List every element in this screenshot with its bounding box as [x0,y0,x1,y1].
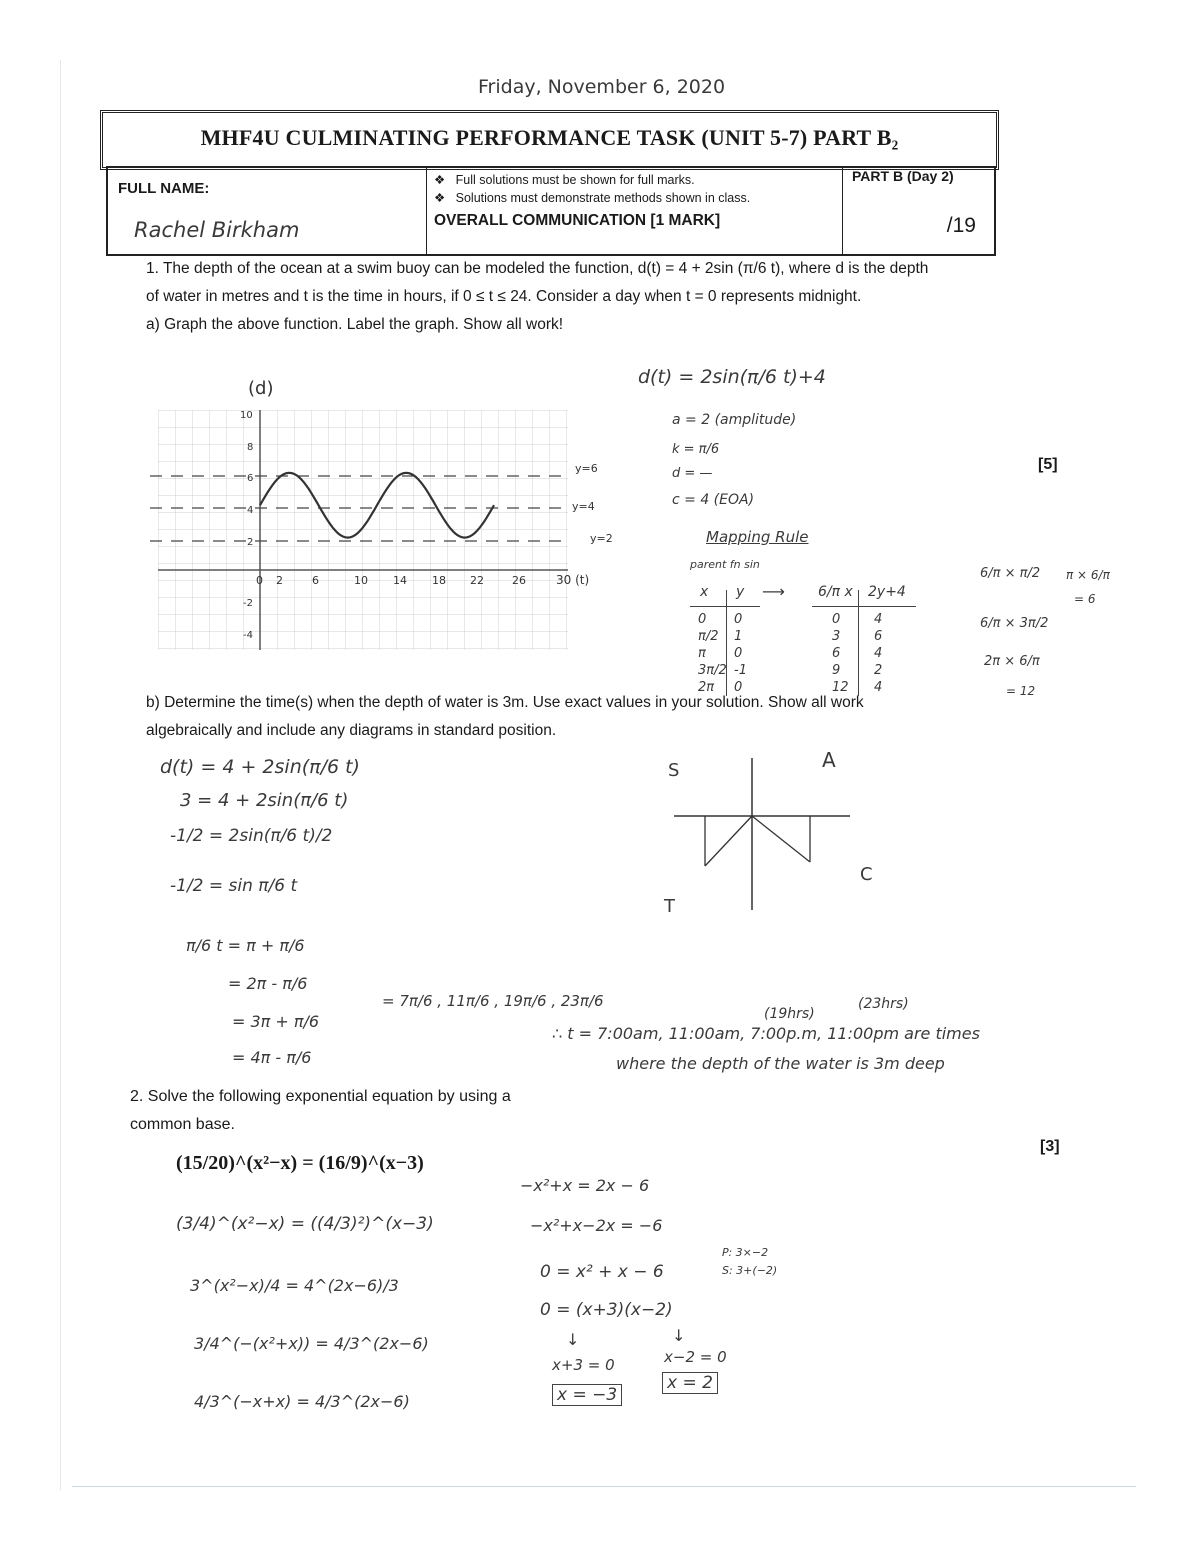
mapping-cell: 0 [698,612,707,627]
q2-right-5: x+3 = 0 [552,1356,615,1374]
mapping-cell: 0 [832,612,841,627]
mapping-cell: 2π [698,680,715,695]
table-div-right [858,590,859,696]
mapping-cell: π [698,646,706,661]
x-tick-18: 18 [432,574,446,587]
info-table [106,166,996,256]
page-bottom-edge [72,1486,1136,1487]
mapping-cell: 1 [734,629,743,644]
graph-grid [158,410,568,650]
q2-left-2: 3^(x²−x)/4 = 4^(2x−6)/3 [190,1276,399,1295]
conclusion-2: where the depth of the water is 3m deep [616,1054,945,1073]
q1-line2: of water in metres and t is the time in hours, if 0 ≤ t ≤ 24. Consider a day when t = 0 represents midnight. [146,288,862,305]
param-c: c = 4 (EOA) [672,492,755,508]
q2-left-3: 3/4^(−(x²+x)) = 4/3^(2x−6) [194,1334,429,1353]
x-tick-26: 26 [512,574,526,587]
x-tick-30: 30 (t) [556,573,590,587]
q2-right-3: 0 = x² + x − 6 [540,1262,664,1282]
mapping-cell: 4 [874,612,883,627]
mapping-cell: 12 [832,680,849,695]
mapping-cell: 3π/2 [698,663,727,678]
label-y6: y=6 [575,462,598,475]
q1-part-b-2: algebraically and include any diagrams in standard position. [146,722,557,739]
mapping-cell: 0 [734,612,743,627]
y-tick-2: 2 [247,537,254,548]
q2-left-4: 4/3^(−x+x) = 4/3^(2x−6) [194,1392,410,1411]
mapping-cell: 3 [832,629,841,644]
q1-part-b-1: b) Determine the time(s) when the depth of water is 3m. Use exact values in your solution. Show all work [146,694,864,711]
part-label: PART B (Day 2) [852,168,954,184]
step-8: = 4π - π/6 [232,1048,312,1067]
side-calc-6: = 12 [1006,684,1036,698]
x-tick-10: 10 [354,574,368,587]
bullet-1: ❖ Full solutions must be shown for full marks. [434,173,695,187]
quadrant-diagram [660,750,900,920]
hours-23: (23hrs) [858,996,909,1012]
label-y4: y=4 [572,500,595,513]
step-2: 3 = 4 + 2sin(π/6 t) [180,790,349,811]
side-calc-5: 2π × 6/π [984,654,1040,669]
map-arrow: ⟶ [762,582,785,601]
bullet-2: ❖ Solutions must demonstrate methods shown in class. [434,191,751,205]
answer-1: x = −3 [552,1384,622,1406]
y-tick-4: 4 [247,505,254,516]
table-rule-left [690,606,760,607]
x-tick-6: 6 [312,574,319,587]
q2-line2: common base. [130,1116,235,1133]
q2-right-6: x−2 = 0 [664,1348,727,1366]
side-calc-2: π × 6/π [1066,568,1110,582]
side-calc-4: 6/π × 3π/2 [980,616,1049,631]
communication-label: OVERALL COMMUNICATION [1 MARK] [434,212,721,229]
side-calc-3: = 6 [1074,592,1096,606]
q2-arrow-left: ↓ [566,1330,580,1349]
mapping-title: Mapping Rule [706,528,809,546]
quadrant-a: A [822,748,836,772]
table-head-y: y [736,584,745,600]
sine-graph [150,370,620,660]
name-label: FULL NAME: [118,180,210,197]
table-head-fy: 2y+4 [868,584,906,600]
q2-right-4: 0 = (x+3)(x−2) [540,1300,673,1320]
q2-line1: 2. Solve the following exponential equation by using a [130,1088,511,1105]
side-calc-1: 6/π × π/2 [980,566,1041,581]
mapping-cell: π/2 [698,629,719,644]
step-6: = 2π - π/6 [228,974,308,993]
param-d: d = — [672,466,713,481]
q2-product: P: 3×−2 [722,1246,769,1259]
quadrant-t: T [664,896,675,917]
step-3: -1/2 = 2sin(π/6 t)/2 [170,826,333,846]
y-tick-neg2: -2 [243,598,253,609]
work-a-equation: d(t) = 2sin(π/6 t)+4 [638,366,826,388]
mapping-cell: 9 [832,663,841,678]
y-tick-neg4: -4 [243,630,253,641]
graph-label: (d) [248,378,274,399]
mapping-cell: 0 [734,646,743,661]
name-cell [108,168,427,254]
mapping-cell: 2 [874,663,883,678]
page-title: MHF4U CULMINATING PERFORMANCE TASK (UNIT 5-7) PART B₂ [200,125,899,150]
x-tick-0: 0 [256,574,263,587]
answer-2: x = 2 [662,1372,718,1394]
ray-q3 [705,816,752,866]
y-tick-10: 10 [240,410,253,421]
x-tick-14: 14 [393,574,407,587]
param-k: k = π/6 [672,442,720,457]
q2-right-2: −x²+x−2x = −6 [530,1216,663,1235]
label-y2: y=2 [590,532,613,545]
title-box [100,110,999,170]
mapping-cell: 4 [874,680,883,695]
table-rule-right [812,606,916,607]
y-tick-6: 6 [247,473,254,484]
step-4: -1/2 = sin π/6 t [170,876,298,896]
q2-equation: (15/20)^(x²−x) = (16/9)^(x−3) [176,1152,424,1174]
mapping-cell: 6 [832,646,841,661]
q2-right-1: −x²+x = 2x − 6 [520,1176,650,1195]
x-tick-2: 2 [276,574,283,587]
mark-a: [5] [1038,456,1058,473]
step-7: = 3π + π/6 [232,1012,320,1031]
mapping-cell: 0 [734,680,743,695]
y-tick-8: 8 [247,442,254,453]
table-head-fx: 6/π x [818,584,853,600]
quadrant-c: C [860,864,873,885]
date-line: Friday, November 6, 2020 [478,76,726,98]
step-5: π/6 t = π + π/6 [186,936,305,955]
mark-q2: [3] [1040,1138,1060,1155]
name-value: Rachel Birkham [134,218,300,242]
q1-part-a: a) Graph the above function. Label the graph. Show all work! [146,316,564,333]
mapping-cell: 6 [874,629,883,644]
q2-sum: S: 3+(−2) [722,1264,778,1277]
param-a: a = 2 (amplitude) [672,412,797,428]
hours-19: (19hrs) [764,1006,815,1022]
instructions-cell [426,168,843,254]
quadrant-s: S [668,760,680,781]
x-tick-22: 22 [470,574,484,587]
q1-line1: 1. The depth of the ocean at a swim buoy can be modeled the function, d(t) = 4 + 2sin (π/6 t), where d is the depth [146,260,929,277]
mapping-cell: -1 [734,663,747,678]
table-div-left [726,590,727,696]
score-cell [842,168,994,254]
q2-arrow-right: ↓ [672,1326,686,1345]
conclusion-1: ∴ t = 7:00am, 11:00am, 7:00p.m, 11:00pm are times [552,1024,980,1043]
bullet-1-text: Full solutions must be shown for full marks. [455,173,695,187]
table-head-x: x [700,584,709,600]
mapping-cell: 4 [874,646,883,661]
ray-q4 [752,816,810,862]
q2-left-1: (3/4)^(x²−x) = ((4/3)²)^(x−3) [176,1214,434,1234]
solution-values: = 7π/6 , 11π/6 , 19π/6 , 23π/6 [382,992,604,1010]
step-1: d(t) = 4 + 2sin(π/6 t) [160,756,360,778]
score-total: /19 [946,214,976,237]
parent-fn: parent fn sin [690,558,760,571]
bullet-2-text: Solutions must demonstrate methods shown in class. [455,191,751,205]
